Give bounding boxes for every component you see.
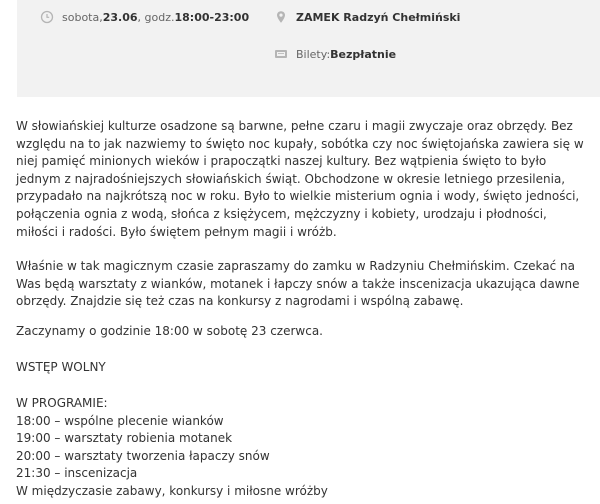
event-tickets [274,47,396,61]
program-section [16,395,328,501]
date-prefix: sobota, [62,10,103,24]
program-title: W PROGRAMIE: [16,396,108,410]
clock-icon [40,10,54,24]
program-item: 20:00 – warsztaty tworzenia łapaczy snów [16,448,270,463]
description-paragraph-1: W słowiańskiej kulturze osadzone są barwne, pełne czaru i magii zwyczaje oraz obrzędy. Bez względu na to jak nazwiemy to święto noc kupały, sobótka czy noc świętojańska zawiera się w niej pamięć minionych wieków i prapoczątki naszej kultury. Bez wątpienia święto to było jednym z najradośniejszych słowiańskich świąt. Obchodzone w okresie letniego przesilenia, przypadało na najkrótszą noc w roku. Było to wielkie misterium ognia i wody, święto jedności, połączenia ognia z wodą, słońca z księżycem, mężczyzny i kobiety, urodzaju i płodności, miłości i radości. Było świętem pełnym magii i wróżb. [16,119,584,239]
event-place [274,10,460,24]
tickets-label: Bilety: [296,47,331,61]
program-item: 21:30 – inscenizacja [16,466,138,481]
description-paragraph-2: Właśnie w tak magicznym czasie zapraszamy do zamku w Radzyniu Chełmińskim. Czekać na Was będą warsztaty z wianków, motanek i łapczy snów a także inscenizacja ukazująca dawne obrzędy. Znajdzie się też czas na konkursy z nagrodami i wspólną zabawę. [16,259,580,309]
event-time: 18:00-23:00 [174,10,250,24]
ticket-icon [274,47,288,61]
program-item: 19:00 – warsztaty robienia motanek [16,431,233,446]
place-name: ZAMEK Radzyń Chełmiński [296,10,461,24]
entry-info: WSTĘP WOLNY [16,360,106,374]
program-item: 18:00 – wspólne plecenie wianków [16,413,224,428]
date-day: 23.06 [102,10,138,24]
event-date-time [40,10,249,24]
program-item: W międzyczasie zabawy, konkursy i miłosne wróżby [16,483,328,498]
time-prefix: , godz. [137,10,175,24]
start-time-line: Zaczynamy o godzinie 18:00 w sobotę 23 czerwca. [16,324,323,338]
map-pin-icon [274,10,288,24]
tickets-value: Bezpłatnie [330,47,397,61]
